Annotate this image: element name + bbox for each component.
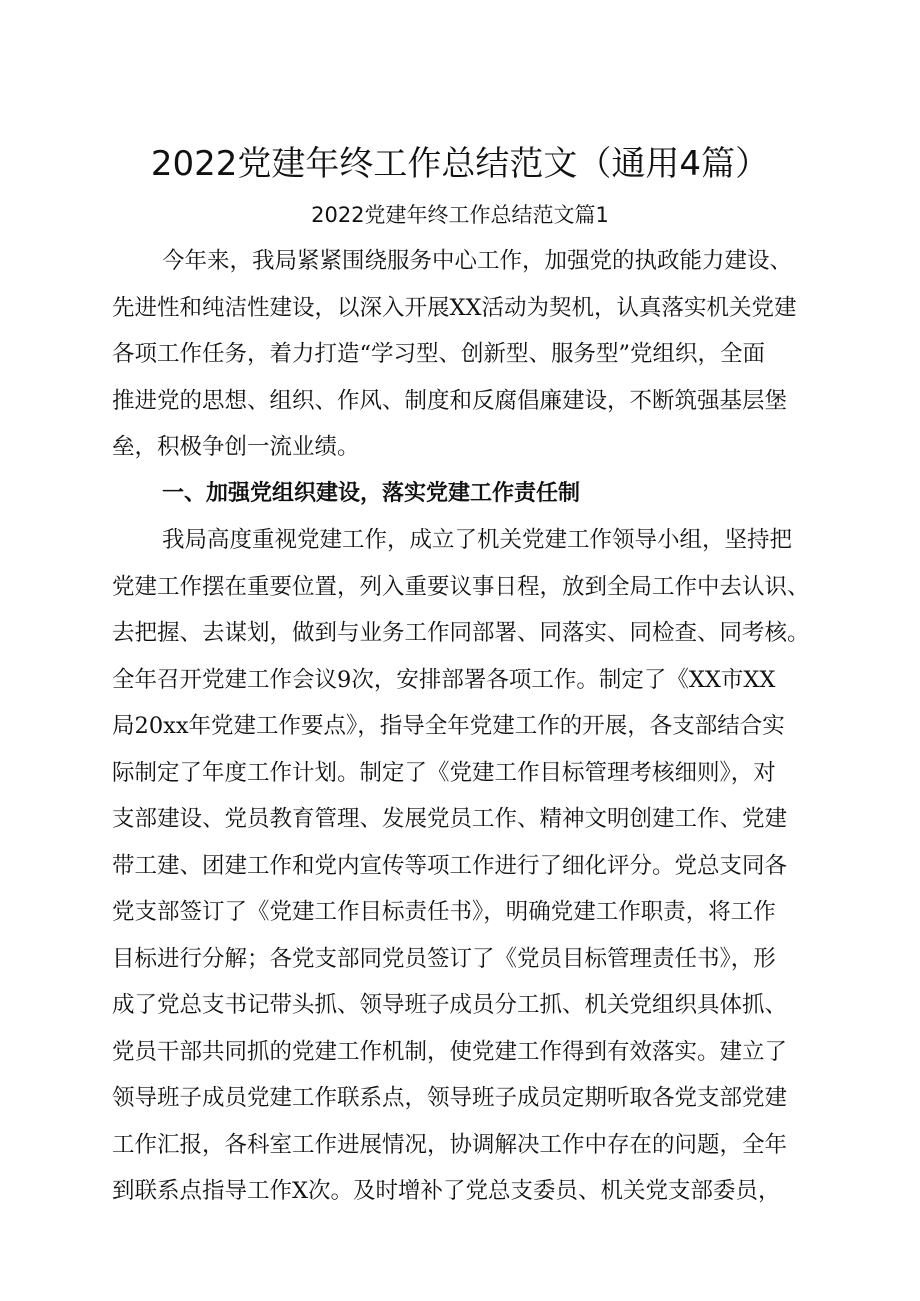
- paragraph-line: 全年召开党建工作会议9次，安排部署各项工作。制定了《XX市XX: [112, 666, 776, 693]
- paragraph-line: 党建工作摆在重要位置，列入重要议事日程，放到全局工作中去认识、: [112, 573, 810, 600]
- paragraph-line: 今年来，我局紧紧围绕服务中心工作，加强党的执政能力建设、: [162, 248, 793, 274]
- paragraph-line: 垒，积极争创一流业绩。: [112, 434, 360, 460]
- paragraph-line: 成了党总支书记带头抓、领导班子成员分工抓、机关党组织具体抓、: [112, 992, 788, 1018]
- paragraph-line: 际制定了年度工作计划。制定了《党建工作目标管理考核细则》，对: [112, 759, 776, 786]
- paragraph-line: 领导班子成员党建工作联系点，领导班子成员定期听取各党支部党建: [112, 1085, 788, 1111]
- paragraph-line: 党支部签订了《党建工作目标责任书》，明确党建工作职责，将工作: [112, 899, 776, 925]
- paragraph-line: 推进党的思想、组织、作风、制度和反腐倡廉建设，不断筑强基层堡: [112, 387, 788, 414]
- paragraph-line: 党员干部共同抓的党建工作机制，使党建工作得到有效落实。建立了: [112, 1038, 788, 1065]
- paragraph-line: 我局高度重视党建工作，成立了机关党建工作领导小组，坚持把: [162, 527, 793, 553]
- paragraph-line: 各项工作任务，着力打造“学习型、创新型、服务型”党组织，全面: [112, 341, 766, 367]
- paragraph-line: 支部建设、党员教育管理、发展党员工作、精神文明创建工作、党建: [112, 806, 788, 832]
- paragraph-line: 到联系点指导工作X次。及时增补了党总支委员、机关党支部委员，: [112, 1178, 781, 1204]
- paragraph-line: 先进性和纯洁性建设，以深入开展XX活动为契机，认真落实机关党建: [112, 294, 797, 321]
- section-heading: 一、加强党组织建设，落实党建工作责任制: [162, 480, 581, 506]
- paragraph-line: 工作汇报，各科室工作进展情况，协调解决工作中存在的问题，全年: [112, 1131, 788, 1158]
- document-body: [112, 238, 824, 1215]
- paragraph-line: 局20xx年党建工作要点》，指导全年党建工作的开展，各支部结合实: [112, 713, 785, 739]
- section-subtitle: 2022党建年终工作总结范文篇1: [311, 203, 609, 227]
- paragraph-line: 带工建、团建工作和党内宣传等项工作进行了细化评分。党总支同各: [112, 852, 788, 879]
- paragraph-line: 目标进行分解；各党支部同党员签订了《党员目标管理责任书》，形: [112, 945, 776, 972]
- paragraph-line: 去把握、去谋划，做到与业务工作同部署、同落实、同检查、同考核。: [112, 620, 810, 646]
- document-title: 2022党建年终工作总结范文（通用4篇）: [150, 144, 770, 184]
